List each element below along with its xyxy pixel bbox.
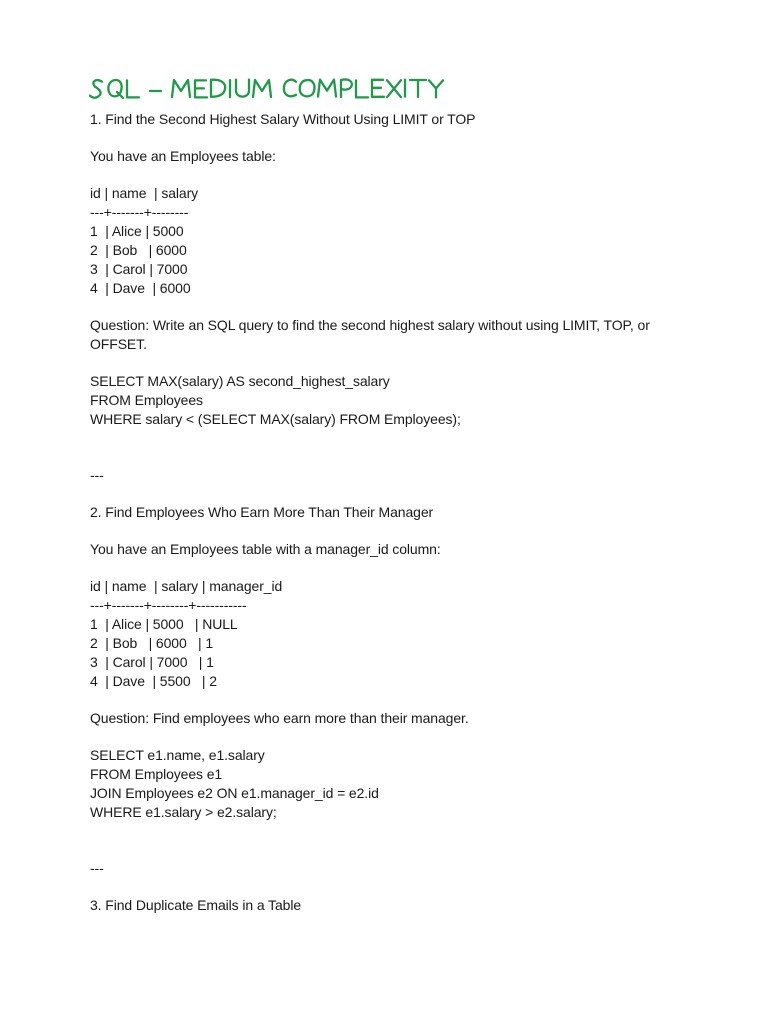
handwritten-title-letter (253, 80, 271, 97)
handwritten-title-letter (372, 80, 384, 97)
section-1-sql-line: WHERE salary < (SELECT MAX(salary) FROM Employees); (90, 411, 461, 427)
handwritten-title (88, 72, 408, 106)
spacer (90, 878, 690, 896)
handwritten-title-letter (318, 80, 336, 97)
section-2-question: Question: Find employees who earn more than their manager. (90, 710, 469, 726)
handwritten-title-letter (211, 80, 225, 97)
handwritten-title-letter (429, 80, 443, 97)
handwritten-title-letter (90, 80, 102, 98)
handwritten-title-letter (172, 80, 190, 97)
spacer (90, 429, 690, 466)
section-2-table-line: 3 | Carol | 7000 | 1 (90, 654, 214, 670)
spacer (90, 298, 690, 316)
spacer (90, 822, 690, 859)
section-1-table-line: 3 | Carol | 7000 (90, 261, 188, 277)
section-2-sql-line: JOIN Employees e2 ON e1.manager_id = e2.id (90, 785, 379, 801)
handwritten-title-svg (88, 72, 408, 106)
spacer (90, 166, 690, 184)
handwritten-title-letter (410, 80, 426, 97)
handwritten-title-letter (300, 80, 315, 96)
spacer (90, 485, 690, 503)
section-1-table-line: ---+-------+-------- (90, 204, 189, 220)
section-1-intro: You have an Employees table: (90, 148, 276, 164)
section-2-table-line: 2 | Bob | 6000 | 1 (90, 635, 214, 651)
handwritten-title-letter (195, 80, 207, 97)
section-separator: --- (90, 860, 104, 876)
section-2-table-line: 4 | Dave | 5500 | 2 (90, 673, 217, 689)
handwritten-title-letter (284, 80, 296, 96)
section-2-table-line: id | name | salary | manager_id (90, 578, 283, 594)
spacer (90, 354, 690, 372)
spacer (90, 129, 690, 147)
section-1-table-line: 1 | Alice | 5000 (90, 223, 184, 239)
section-1-heading: 1. Find the Second Highest Salary Without Using LIMIT or TOP (90, 111, 476, 127)
spacer (90, 559, 690, 577)
document-content (90, 110, 690, 915)
section-2-heading: 2. Find Employees Who Earn More Than Their Manager (90, 504, 434, 520)
spacer (90, 522, 690, 540)
section-2-intro: You have an Employees table with a manager_id column: (90, 541, 441, 557)
spacer (90, 691, 690, 709)
section-1-table-line: 2 | Bob | 6000 (90, 242, 187, 258)
spacer (90, 728, 690, 746)
handwritten-title-letter (356, 80, 368, 97)
handwritten-title-letter (387, 80, 401, 97)
section-1-table-line: 4 | Dave | 6000 (90, 280, 191, 296)
section-separator: --- (90, 467, 104, 483)
handwritten-title-letter (341, 79, 352, 97)
section-2-table-line: 1 | Alice | 5000 | NULL (90, 616, 238, 632)
section-1-sql-line: SELECT MAX(salary) AS second_highest_salary (90, 373, 390, 389)
section-2-sql-line: SELECT e1.name, e1.salary (90, 747, 265, 763)
section-2-sql-line: FROM Employees e1 (90, 766, 223, 782)
section-1-table-line: id | name | salary (90, 185, 199, 201)
section-1-sql-line: FROM Employees (90, 392, 203, 408)
section-1-question: Question: Write an SQL query to find the second highest salary without using LIMIT, TOP, or OFFSET. (90, 317, 650, 352)
handwritten-title-letter (127, 80, 139, 97)
section-2-table-line: ---+-------+--------+----------- (90, 597, 247, 613)
section-2-sql-line: WHERE e1.salary > e2.salary; (90, 804, 277, 820)
handwritten-title-letter (236, 80, 249, 97)
section-3-heading: 3. Find Duplicate Emails in a Table (90, 897, 302, 913)
handwritten-title-letter (108, 80, 123, 98)
